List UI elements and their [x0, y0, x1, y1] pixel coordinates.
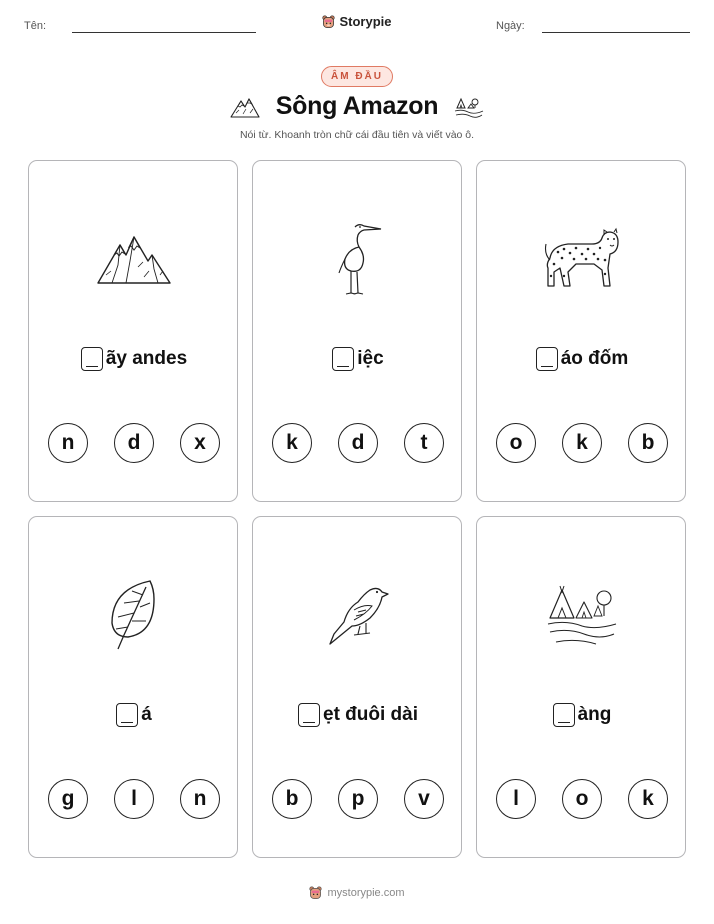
date-label: Ngày: — [496, 20, 525, 32]
name-label: Tên: — [24, 20, 47, 32]
letter-choice[interactable]: l — [496, 779, 536, 819]
instructions: Nói từ. Khoanh tròn chữ cái đầu tiên và viết vào ô. — [239, 129, 475, 141]
bear-logo-icon — [322, 15, 335, 29]
answer-box[interactable] — [536, 347, 558, 371]
bird-icon — [324, 580, 392, 650]
word-text: áo đốm — [560, 348, 629, 369]
village-title-icon — [454, 96, 484, 118]
word-text: ãy andes — [105, 348, 188, 369]
topic-badge: ÂM ĐẦU — [321, 66, 393, 87]
leaf-icon — [106, 577, 162, 653]
page-title: Sông Amazon — [275, 92, 439, 120]
word-card — [28, 516, 238, 858]
word-text: àng — [577, 704, 612, 725]
brand-logo — [0, 14, 714, 34]
letter-choice[interactable]: d — [114, 423, 154, 463]
word-text: ẹt đuôi dài — [323, 704, 418, 725]
letter-choice[interactable]: n — [48, 423, 88, 463]
letter-choice[interactable]: k — [562, 423, 602, 463]
letter-choice[interactable]: l — [114, 779, 154, 819]
answer-box[interactable] — [116, 703, 138, 727]
word-card — [28, 160, 238, 502]
letter-choice[interactable]: n — [180, 779, 220, 819]
answer-box[interactable] — [332, 347, 354, 371]
answer-box[interactable] — [81, 347, 103, 371]
letter-choice[interactable]: g — [48, 779, 88, 819]
word-card — [476, 160, 686, 502]
village-icon — [546, 584, 618, 646]
letter-choice[interactable]: p — [338, 779, 378, 819]
word-text: á — [141, 704, 152, 725]
letter-choice[interactable]: t — [404, 423, 444, 463]
bear-logo-icon — [309, 886, 322, 900]
word-card — [252, 160, 462, 502]
letter-choice[interactable]: d — [338, 423, 378, 463]
letter-choice[interactable]: k — [272, 423, 312, 463]
letter-choice[interactable]: o — [496, 423, 536, 463]
letter-choice[interactable]: k — [628, 779, 668, 819]
word-text: iệc — [357, 348, 384, 369]
letter-choice[interactable]: o — [562, 779, 602, 819]
brand-name: Storypie — [339, 14, 392, 29]
letter-choice[interactable]: v — [404, 779, 444, 819]
answer-box[interactable] — [298, 703, 320, 727]
word-card — [252, 516, 462, 858]
answer-box[interactable] — [553, 703, 575, 727]
letter-choice[interactable]: b — [272, 779, 312, 819]
letter-choice[interactable]: x — [180, 423, 220, 463]
jaguar-icon — [542, 224, 622, 294]
mountain-title-icon — [230, 96, 260, 118]
heron-icon — [333, 219, 383, 299]
word-card — [476, 516, 686, 858]
letter-choice[interactable]: b — [628, 423, 668, 463]
footer-url: mystorypie.com — [327, 887, 405, 899]
mountain-icon — [96, 231, 172, 287]
